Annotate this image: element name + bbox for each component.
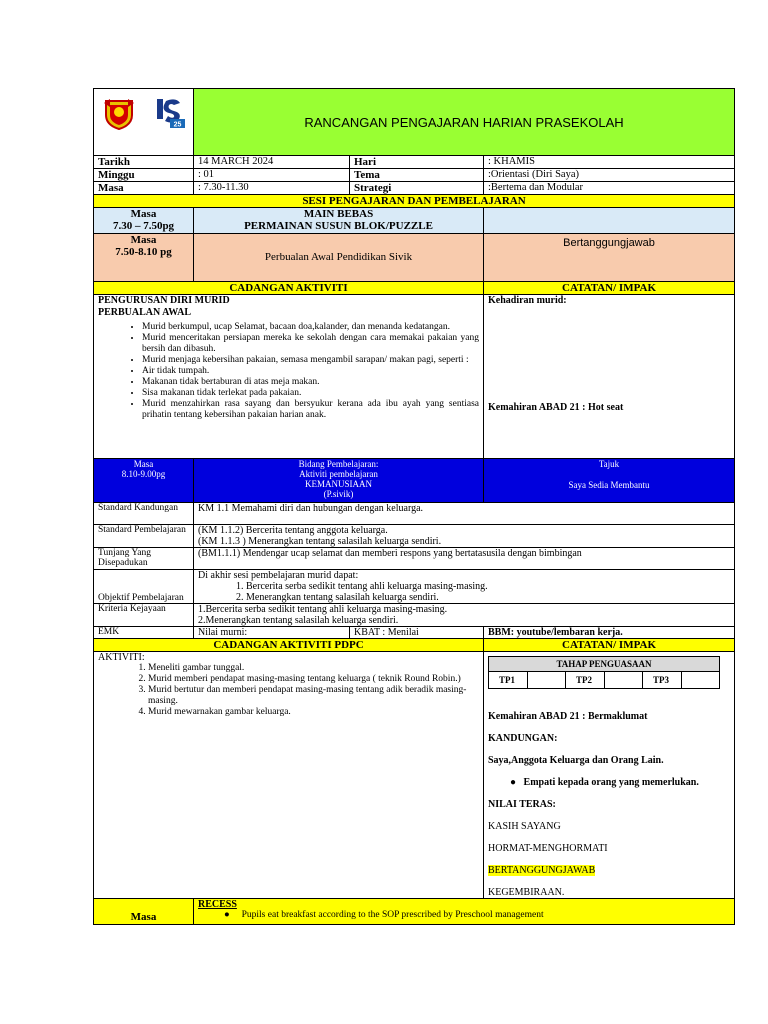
lesson-plan-table [93, 88, 735, 925]
minggu-value: : 01 [194, 169, 350, 182]
objektif-value: Di akhir sesi pembelajaran murid dapat: 1. Bercerita serba sedikit tentang ahli keluarga masing-masing. 2. Menerangkan tentang salasilah keluarga sendiri. [194, 570, 735, 604]
bidang-pembelajaran: Bidang Pembelajaran: Aktiviti pembelajaran KEMANUSIAAN (P.sivik) [194, 459, 484, 503]
school-logo-icon [152, 95, 186, 131]
page-title: RANCANGAN PENGAJARAN HARIAN PRASEKOLAH [194, 89, 735, 156]
strategi-value: :Bertema dan Modular [484, 182, 735, 195]
kriteria-label: Kriteria Kejayaan [94, 604, 194, 627]
tp1-label: TP1 [489, 672, 528, 689]
standard-kandungan-value: KM 1.1 Memahami diri dan hubungan dengan keluarga. [194, 503, 735, 525]
list-item: 2. Menerangkan tentang salasilah keluarga sendiri. [246, 592, 730, 603]
cadangan-aktiviti-title: CADANGAN AKTIVITI [94, 282, 484, 295]
activity-list [98, 322, 479, 421]
list-item: 3. Murid bertutur dan memberi pendapat masing-masing tentang adik beradik masing-masing. [148, 685, 479, 707]
masa-value: : 7.30-11.30 [194, 182, 350, 195]
tema-label: Tema [350, 169, 484, 182]
catatan-impak-title-2: CATATAN/ IMPAK [484, 639, 735, 652]
kbat: KBAT : Menilai [350, 627, 484, 639]
tp2-box[interactable] [604, 672, 643, 689]
tp1-box[interactable] [527, 672, 566, 689]
list-item: 4. Murid mewarnakan gambar keluarga. [148, 707, 479, 718]
cadangan-pdpc-title: CADANGAN AKTIVITI PDPC [94, 639, 484, 652]
list-item: • Murid menceritakan persiapan mereka ke sekolah dengan cara memakai pakaian yang bersih dan dibasuh. [142, 333, 479, 355]
tema-value: :Orientasi (Diri Saya) [484, 169, 735, 182]
tahap-penguasaan-table [488, 656, 720, 689]
tp3-box[interactable] [681, 672, 720, 689]
nilai-teras-label: NILAI TERAS: [488, 799, 556, 810]
list-item: 1. Meneliti gambar tunggal. [148, 663, 479, 674]
list-item: • Sisa makanan tidak terlekat pada pakaian. [142, 388, 479, 399]
bbm: BBM: youtube/lembaran kerja. [484, 627, 735, 639]
pdpc-content [94, 652, 484, 899]
tahap-penguasaan-title: TAHAP PENGUASAAN [489, 657, 720, 672]
hari-label: Hari [350, 156, 484, 169]
kandungan-value: Saya,Anggota Keluarga dan Orang Lain. [488, 755, 664, 766]
sesi-title: SESI PENGAJARAN DAN PEMBELAJARAN [94, 195, 735, 208]
tarikh-label: Tarikh [94, 156, 194, 169]
empati-item: ● Empati kepada orang yang memerlukan. [510, 777, 699, 788]
list-item: 2. Murid memberi pendapat masing-masing tentang keluarga ( teknik Round Robin.) [148, 674, 479, 685]
list-item: • Murid menjaga kebersihan pakaian, semasa mengambil sarapan/ makan pagi, seperti : [142, 355, 479, 366]
list-item: • Makanan tidak bertaburan di atas meja makan. [142, 377, 479, 388]
tarikh-value: 14 MARCH 2024 [194, 156, 350, 169]
nilai-item: HORMAT-MENGHORMATI [488, 843, 608, 854]
kandungan-label: KANDUNGAN: [488, 733, 558, 744]
standard-pembelajaran-label: Standard Pembelajaran [94, 525, 194, 548]
nilai-murni: Nilai murni: [194, 627, 350, 639]
kemahiran-abad-2: Kemahiran ABAD 21 : Bermaklumat [488, 711, 648, 722]
objektif-label: Objektif Pembelajaran [94, 570, 194, 604]
recess-item: ● Pupils eat breakfast according to the SOP prescribed by Preschool management [224, 910, 544, 920]
list-item: • Murid menzahirkan rasa sayang dan bersyukur kerana ada ibu ayah yang sentiasa prihatin tentang kebersihan pakaian harian anak. [142, 399, 479, 421]
standard-kandungan-label: Standard Kandungan [94, 503, 194, 525]
tp2-label: TP2 [566, 672, 605, 689]
svg-text:25: 25 [173, 121, 182, 129]
perbualan-masa: Masa 7.50-8.10 pg [94, 234, 194, 282]
main-bebas-notes [484, 208, 735, 234]
kriteria-value: 1.Bercerita serba sedikit tentang ahli keluarga masing-masing. 2.Menerangkan tentang salasilah keluarga sendiri. [194, 604, 735, 627]
pdpc-catatan [484, 652, 735, 899]
tunjang-value: (BM1.1.1) Mendengar ucap selamat dan memberi respons yang bertatasusila dengan bimbingan [194, 548, 735, 570]
minggu-label: Minggu [94, 169, 194, 182]
perbualan-title: Perbualan Awal Pendidikan Sivik [194, 234, 484, 282]
list-item: • Murid berkumpul, ucap Selamat, bacaan doa,kalander, dan menanda kedatangan. [142, 322, 479, 333]
standard-pembelajaran-value: (KM 1.1.2) Bercerita tentang anggota keluarga. (KM 1.1.3 ) Menerangkan tentang salasilah keluarga sendiri. [194, 525, 735, 548]
nilai-item: KEGEMBIRAAN. [488, 887, 565, 898]
aktiviti-list [98, 663, 479, 718]
catatan-impak-content [484, 295, 735, 459]
kemahiran-abad-label: Kemahiran ABAD 21 : Hot seat [488, 402, 624, 413]
cadangan-aktiviti-content [94, 295, 484, 459]
tp3-label: TP3 [643, 672, 682, 689]
nilai-item: KASIH SAYANG [488, 821, 561, 832]
kehadiran-label: Kehadiran murid: [488, 295, 567, 306]
hari-value: : KHAMIS [484, 156, 735, 169]
perbualan-heading: PERBUALAN AWAL [98, 307, 192, 318]
main-bebas-title: MAIN BEBAS PERMAINAN SUSUN BLOK/PUZZLE [194, 208, 484, 234]
emk-label: EMK [94, 627, 194, 639]
strategi-label: Strategi [350, 182, 484, 195]
tajuk-cell: Tajuk Saya Sedia Membantu [484, 459, 735, 503]
main-bebas-masa: Masa 7.30 – 7.50pg [94, 208, 194, 234]
state-crest-icon [102, 95, 136, 131]
lesson-plan-page [93, 88, 734, 925]
pengurusan-heading: PENGURUSAN DIRI MURID [98, 295, 230, 306]
list-item: 1. Bercerita serba sedikit tentang ahli keluarga masing-masing. [246, 581, 730, 592]
list-item: • Air tidak tumpah. [142, 366, 479, 377]
tunjang-label: Tunjang Yang Disepadukan [94, 548, 194, 570]
nilai-item: BERTANGGUNGJAWAB [488, 865, 596, 876]
recess-title: RECESS [198, 899, 237, 910]
bidang-masa: Masa 8.10-9.00pg [94, 459, 194, 503]
perbualan-nilai: Bertanggungjawab [484, 234, 735, 282]
aktiviti-label: AKTIVITI: [98, 652, 145, 663]
recess-content [194, 899, 735, 925]
recess-masa: Masa [94, 899, 194, 925]
catatan-impak-title: CATATAN/ IMPAK [484, 282, 735, 295]
logo-cell [94, 89, 194, 156]
masa-label: Masa [94, 182, 194, 195]
